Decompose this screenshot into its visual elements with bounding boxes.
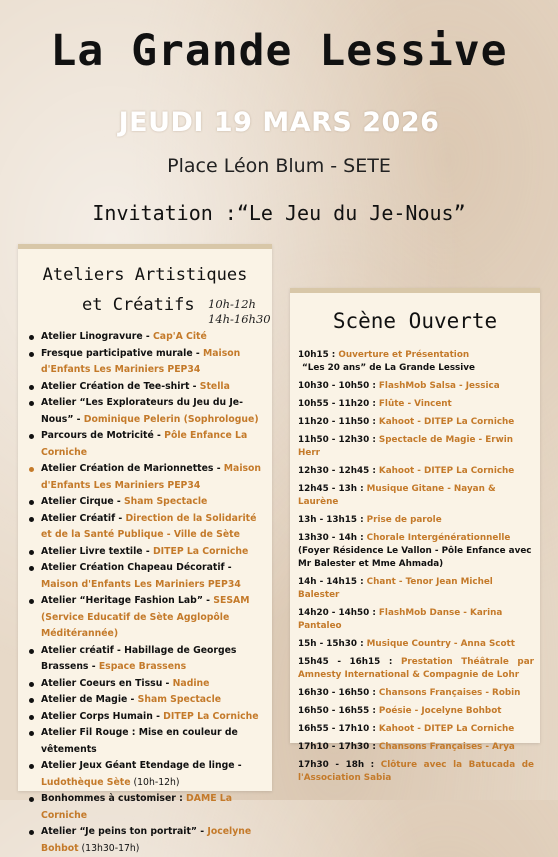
- atelier-organizer: Stella: [199, 380, 230, 392]
- atelier-hours-note: (10h-12h): [130, 776, 180, 788]
- hours-morning: 10h-12h: [208, 297, 256, 311]
- atelier-item: [28, 461, 266, 494]
- program-time: 17h30 - 18h :: [298, 760, 381, 770]
- program-performer: Tenor Jean Michel Balester: [298, 577, 493, 600]
- atelier-label: Atelier Coeurs en Tissu -: [41, 677, 173, 689]
- program-item: [298, 483, 534, 509]
- atelier-item: [28, 643, 266, 676]
- atelier-label: Atelier Jeux Géant Etendage de linge -: [41, 760, 242, 771]
- program-event: Spectacle de Magie -: [378, 435, 486, 445]
- atelier-item: [28, 758, 266, 791]
- program-time: 15h45 - 16h15 :: [298, 657, 401, 667]
- scene-panel: [290, 288, 540, 783]
- program-performer: Jocelyne Bohbot: [421, 706, 502, 716]
- program-time: 14h20 - 14h50 :: [298, 608, 379, 618]
- program-time: 16h50 - 16h55 :: [298, 706, 379, 716]
- program-item: [298, 759, 534, 785]
- program-item: [298, 465, 534, 478]
- ateliers-heading-line2: et Créatifs: [82, 295, 195, 315]
- program-performer: Arya: [492, 742, 515, 752]
- atelier-organizer: Sham Spectacle: [137, 694, 222, 705]
- hours-afternoon: 14h-16h30: [208, 312, 271, 326]
- program-time: 14h - 14h15 :: [298, 577, 367, 587]
- program-item: [298, 380, 534, 393]
- program-event: Chorale Intergénérationnelle: [366, 533, 511, 543]
- atelier-organizer: Ludothèque Sète: [41, 776, 131, 788]
- atelier-item: [28, 395, 266, 428]
- program-time: 16h30 - 16h50 :: [298, 688, 379, 698]
- atelier-label: Atelier Cirque -: [41, 496, 124, 507]
- atelier-organizer: DITEP La Corniche: [163, 710, 259, 722]
- ateliers-list: [28, 329, 266, 857]
- atelier-label: Atelier Linogravure -: [41, 331, 153, 342]
- invitation-title: Invitation :“Le Jeu du Je-Nous”: [92, 201, 466, 225]
- atelier-label: Atelier Création de Tee-shirt -: [41, 380, 200, 392]
- ateliers-panel: [18, 244, 272, 854]
- atelier-label: Bonhommes à customiser :: [41, 793, 187, 804]
- scene-program: [298, 349, 534, 790]
- program-event: Musique Gitane -: [366, 484, 454, 494]
- program-event: Poésie -: [378, 706, 422, 716]
- atelier-organizer: Maison d'Enfants Les Mariniers PEP34: [41, 463, 262, 491]
- atelier-item: [28, 511, 266, 544]
- program-time: 13h30 - 14h :: [298, 533, 367, 543]
- atelier-item: [28, 725, 266, 758]
- atelier-item: [28, 791, 266, 824]
- program-event: Musique Country -: [366, 639, 461, 649]
- event-date: JEUDI 19 MARS 2026: [118, 107, 440, 138]
- atelier-item: [28, 544, 266, 561]
- atelier-item: [28, 560, 266, 593]
- atelier-hours-note: (13h30-17h): [78, 842, 140, 854]
- program-event: Clôture avec la Batucada de l'Association Sabia: [298, 760, 534, 783]
- program-item: [298, 576, 534, 602]
- atelier-item: [28, 824, 266, 857]
- event-place: Place Léon Blum - SETE: [167, 155, 391, 177]
- program-performer: Vincent: [414, 399, 452, 409]
- atelier-organizer: Dominique Pelerin (Sophrologue): [83, 413, 259, 425]
- program-performer: DITEP La Corniche: [424, 417, 515, 427]
- program-performer: Robin: [492, 688, 521, 698]
- atelier-label: Fresque participative murale -: [41, 347, 203, 359]
- program-event: Prise de parole: [366, 515, 442, 525]
- program-time: 16h55 - 17h10 :: [298, 724, 379, 734]
- atelier-label: Atelier Corps Humain -: [41, 710, 164, 722]
- atelier-label: Atelier “Je peins ton portrait” -: [41, 826, 208, 837]
- atelier-organizer: Nadine: [172, 677, 210, 689]
- program-event: FlashMob Salsa -: [378, 381, 466, 391]
- program-event: Chant -: [366, 577, 406, 587]
- program-extra: (Foyer Résidence Le Vallon - Pôle Enfance avec Mr Balester et Mme Ahmada): [298, 546, 532, 569]
- atelier-item: [28, 494, 266, 511]
- program-item: [298, 723, 534, 736]
- atelier-label: Atelier “Heritage Fashion Lab” -: [41, 595, 214, 606]
- program-time: 11h50 - 12h30 :: [298, 435, 379, 445]
- program-time: 17h10 - 17h30 :: [298, 742, 379, 752]
- atelier-label: Atelier Livre textile -: [41, 545, 153, 557]
- atelier-organizer: Maison d'Enfants Les Mariniers PEP34: [41, 578, 241, 590]
- program-item: [298, 514, 534, 527]
- program-performer: Erwin Herr: [298, 435, 513, 458]
- program-time: 13h - 13h15 :: [298, 515, 367, 525]
- program-item: [298, 607, 534, 633]
- atelier-item: [28, 692, 266, 709]
- program-performer: Anna Scott: [460, 639, 515, 649]
- atelier-item: [28, 593, 266, 643]
- program-event: Flûte -: [378, 399, 415, 409]
- program-item: [298, 705, 534, 718]
- ateliers-hours: [208, 297, 271, 327]
- atelier-organizer: Pôle Enfance La Corniche: [41, 430, 248, 458]
- program-item: [298, 687, 534, 700]
- atelier-organizer: Jocelyne Bohbot: [41, 826, 252, 854]
- atelier-item: [28, 428, 266, 461]
- atelier-item: [28, 346, 266, 379]
- atelier-organizer: Cap'A Cité: [152, 331, 207, 342]
- program-performer: Karina Pantaleo: [298, 608, 503, 631]
- program-time: 15h - 15h30 :: [298, 639, 367, 649]
- atelier-organizer: SESAM (Service Educatif de Sète Agglopôle Méditérannée): [41, 595, 250, 639]
- program-event: Prestation Théâtrale par Amnesty International & Compagnie de Lohr: [298, 657, 534, 680]
- atelier-organizer: Maison d'Enfants Les Mariniers PEP34: [41, 347, 241, 375]
- program-event: Chansons Françaises -: [378, 742, 493, 752]
- atelier-label: Atelier de Magie -: [41, 694, 138, 705]
- program-time: 10h55 - 11h20 :: [298, 399, 379, 409]
- atelier-organizer: Direction de la Solidarité et de la Santé Publique - Ville de Sète: [41, 512, 257, 540]
- program-item: [298, 434, 534, 460]
- program-event: Kahoot -: [378, 417, 425, 427]
- program-time: 10h15 :: [298, 350, 339, 360]
- scene-heading: Scène Ouverte: [332, 309, 498, 333]
- program-event: Chansons Françaises -: [378, 688, 493, 698]
- program-time: 10h30 - 10h50 :: [298, 381, 379, 391]
- ateliers-heading-line1: Ateliers Artistiques: [42, 265, 248, 285]
- program-time: 12h30 - 12h45 :: [298, 466, 379, 476]
- program-performer: Jessica: [465, 381, 500, 391]
- program-performer: DITEP La Corniche: [424, 466, 515, 476]
- program-item: [298, 656, 534, 682]
- atelier-label: Atelier Création de Marionnettes -: [41, 463, 224, 474]
- program-item: [298, 638, 534, 651]
- program-event: Kahoot -: [378, 724, 425, 734]
- program-performer: DITEP La Corniche: [424, 724, 515, 734]
- program-performer: Nayan & Laurène: [298, 484, 496, 507]
- atelier-label: Atelier Créatif -: [41, 512, 126, 524]
- program-event: Kahoot -: [378, 466, 425, 476]
- atelier-organizer: Espace Brassens: [98, 661, 187, 672]
- program-item: [298, 532, 534, 571]
- atelier-label: Atelier Création Chapeau Décoratif -: [41, 562, 232, 573]
- program-event: FlashMob Danse -: [378, 608, 471, 618]
- atelier-item: [28, 709, 266, 726]
- atelier-item: [28, 329, 266, 346]
- program-item: [298, 741, 534, 754]
- program-item: [298, 416, 534, 429]
- atelier-item: [28, 379, 266, 396]
- program-time: 11h20 - 11h50 :: [298, 417, 379, 427]
- program-time: 12h45 - 13h :: [298, 484, 367, 494]
- atelier-item: [28, 676, 266, 693]
- program-item: [298, 398, 534, 411]
- atelier-label: Atelier créatif - Habillage de Georges Brassens -: [41, 644, 237, 672]
- event-title: La Grande Lessive: [50, 26, 508, 76]
- atelier-organizer: DAME La Corniche: [41, 793, 232, 821]
- program-extra: “Les 20 ans” de La Grande Lessive: [302, 363, 476, 373]
- program-item: [298, 349, 534, 375]
- program-event: Ouverture et Présentation: [338, 350, 470, 360]
- atelier-organizer: DITEP La Corniche: [152, 545, 249, 557]
- atelier-label: Parcours de Motricité -: [41, 430, 165, 441]
- atelier-label: Atelier “Les Explorateurs du Jeu du Je-Nous” -: [41, 397, 243, 425]
- atelier-organizer: Sham Spectacle: [123, 496, 208, 507]
- atelier-label: Atelier Fil Rouge : Mise en couleur de vêtements: [41, 727, 238, 755]
